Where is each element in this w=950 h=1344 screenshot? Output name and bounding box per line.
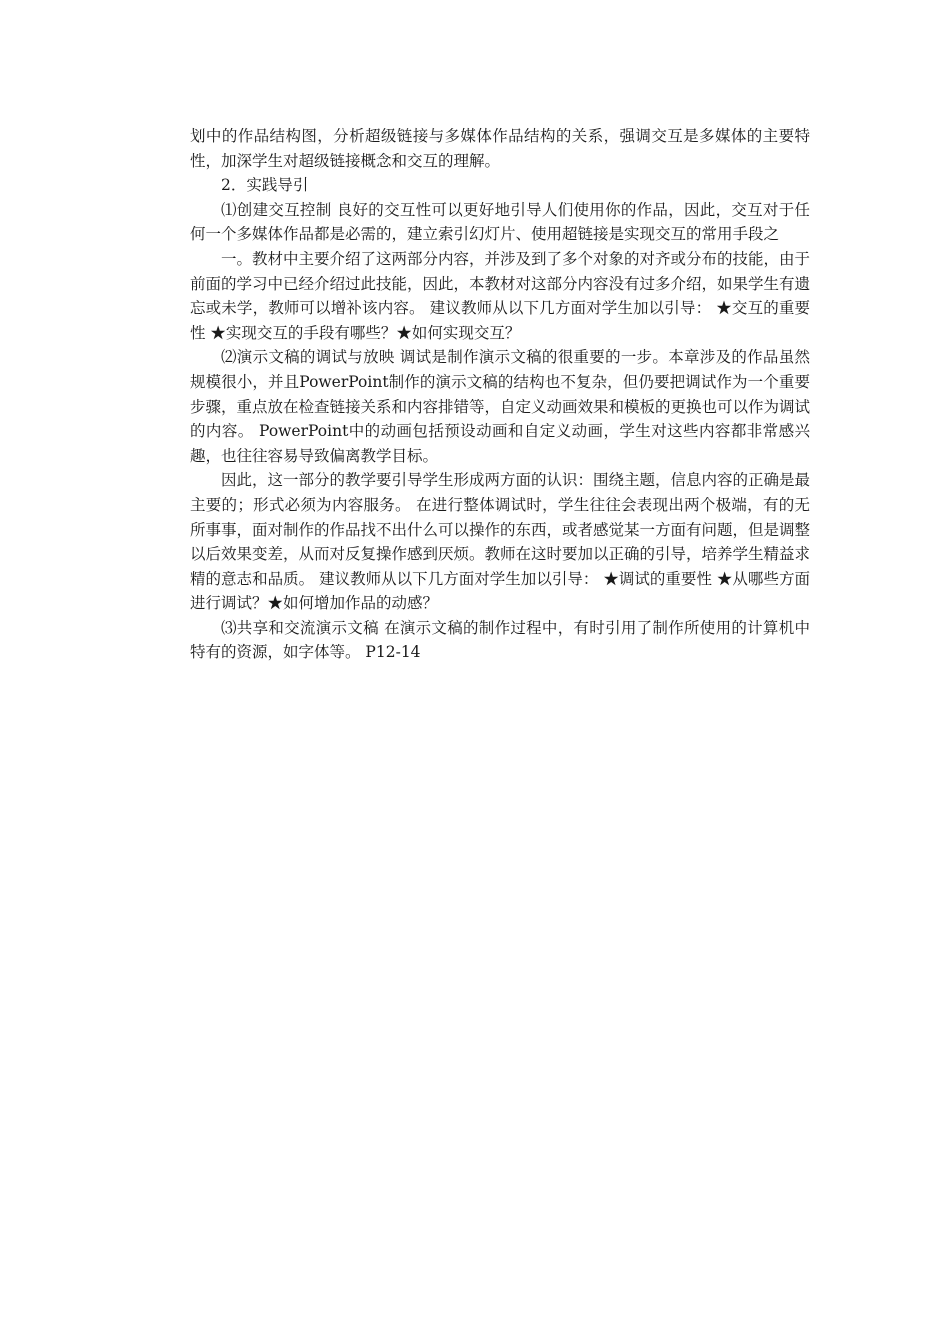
document-body <box>190 124 810 665</box>
paragraph-4: 一。教材中主要介绍了这两部分内容，并涉及到了多个对象的对齐或分布的技能，由于前面的学习中已经介绍过此技能，因此，本教材对这部分内容没有过多介绍，如果学生有遗忘或未学，教师可以增补该内容。 建议教师从以下几方面对学生加以引导： ★交互的重要性 ★实现交互的手段有哪些？★如何实现交互？ <box>190 249 811 342</box>
paragraph-1: 划中的作品结构图，分析超级链接与多媒体作品结构的关系，强调交互是多媒体的主要特性，加深学生对超级链接概念和交互的理解。 <box>190 127 810 170</box>
paragraph-3: ⑴创建交互控制 良好的交互性可以更好地引导人们使用你的作品，因此，交互对于任何一个多媒体作品都是必需的，建立索引幻灯片、使用超链接是实现交互的常用手段之 <box>190 200 810 244</box>
paragraph-5: ⑵演示文稿的调试与放映 调试是制作演示文稿的很重要的一步。本章涉及的作品虽然规模很小，并且PowerPoint制作的演示文稿的结构也不复杂，但仍要把调试作为一个重要步骤，重点放在检查链接关系和内容排错等，自定义动画效果和模板的更换也可以作为调试的内容。 PowerPoint中的动画包括预设动画和自定义动画，学生对这些内容都非常感兴趣，也往往容易导致偏离教学目标。 <box>190 348 811 465</box>
paragraph-6: 因此，这一部分的教学要引导学生形成两方面的认识：围绕主题，信息内容的正确是最主要的；形式必须为内容服务。 在进行整体调试时，学生往往会表现出两个极端，有的无所事事，面对制作的作品找不出什么可以操作的东西，或者感觉某一方面有问题，但是调整以后效果变差，从而对反复操作感到厌烦。教师在这时要加以正确的引导，培养学生精益求精的意志和品质。 建议教师从以下几方面对学生加以引导： ★调试的重要性 ★从哪些方面进行调试？★如何增加作品的动感？ <box>190 471 811 613</box>
paragraph-2-heading: 2．实践导引 <box>221 176 309 195</box>
paragraph-7: ⑶共享和交流演示文稿 在演示文稿的制作过程中，有时引用了制作所使用的计算机中特有的资源，如字体等。 P12-14 <box>190 618 810 662</box>
